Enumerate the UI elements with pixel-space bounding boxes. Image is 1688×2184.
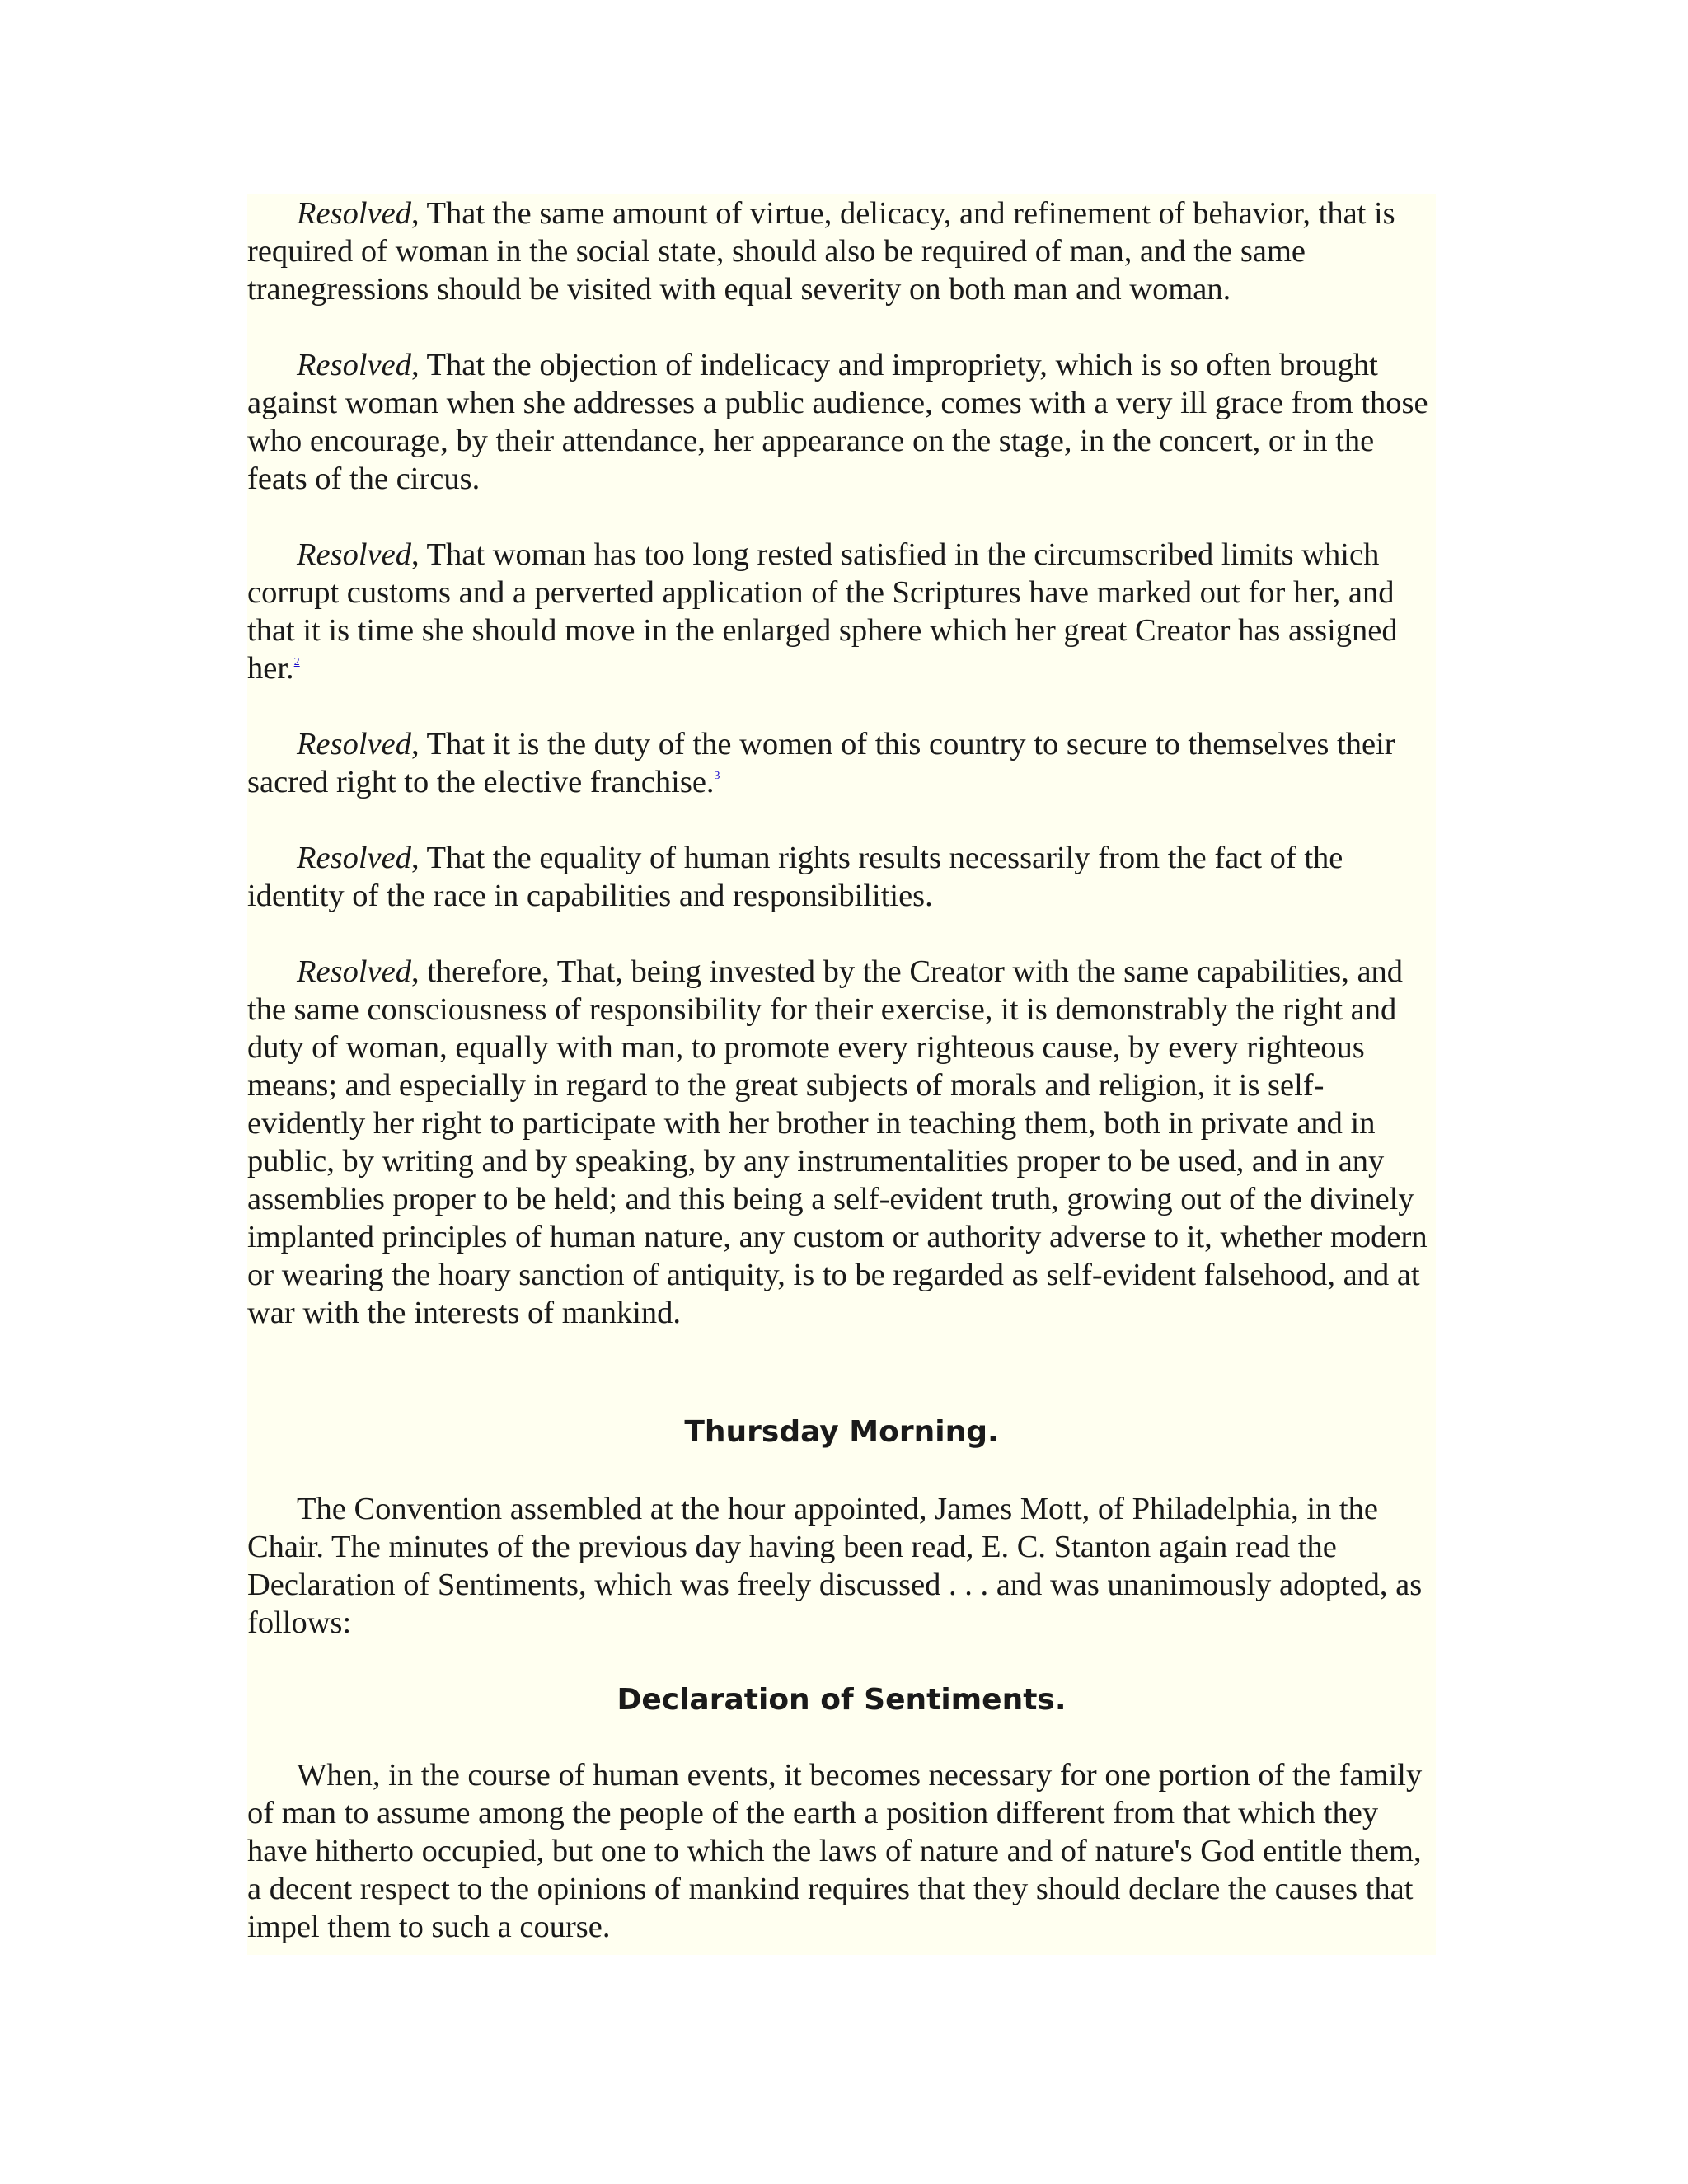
resolved-label: Resolved — [297, 348, 411, 382]
resolution-text: , That woman has too long rested satisfied in the circumscribed limits which corrupt customs and a perverted application of the Scriptures have marked out for her, and that it is time she should move in the enlarged sphere which her great Creator has assigned her. — [247, 537, 1398, 686]
resolution-text: , That the objection of indelicacy and impropriety, which is so often brought against woman when she addresses a public audience, comes with a very ill grace from those who encourage, by their attendance, her appearance on the stage, in the concert, or in the feats of the circus. — [247, 348, 1428, 496]
convention-paragraph: The Convention assembled at the hour appointed, James Mott, of Philadelphia, in the Chair. The minutes of the previous day having been read, E. C. Stanton again read the Declaration of Sentiments, which was freely discussed . . . and was unanimously adopted, as follows: — [247, 1492, 1423, 1640]
resolution-paragraph — [247, 536, 1436, 687]
resolution-paragraph — [247, 194, 1436, 308]
resolution-text: , therefore, That, being invested by the Creator with the same capabilities, and the same consciousness of responsibility for their exercise, it is demonstrably the right and duty of woman, equally with man, to promote every righteous cause, by every righteous means; and especially in regard to the great subjects of morals and religion, it is self-evidently her right to participate with her brother in teaching them, both in private and in public, by writing and by speaking, by any instrumentalities proper to be used, and in any assemblies proper to be held; and this being a self-evident truth, growing out of the divinely implanted principles of human nature, any custom or authority adverse to it, whether modern or wearing the hoary sanction of antiquity, is to be regarded as self-evident falsehood, and at war with the interests of mankind. — [247, 954, 1428, 1330]
declaration-paragraph: When, in the course of human events, it becomes necessary for one portion of the family of man to assume among the people of the earth a position different from that which they have hitherto occupied, but one to which the laws of nature and of nature's God entitle them, a decent respect to the opinions of mankind requires that they should declare the causes that impel them to such a course. — [247, 1758, 1423, 1944]
section-heading-declaration: Declaration of Sentiments. — [617, 1683, 1067, 1717]
resolved-label: Resolved — [297, 954, 411, 989]
resolution-paragraph — [247, 346, 1436, 498]
resolution-text: , That the same amount of virtue, delicacy, and refinement of behavior, that is required of woman in the social state, should also be required of man, and the same tranegressions should be visited with equal severity on both man and woman. — [247, 196, 1395, 307]
resolved-label: Resolved — [297, 727, 411, 762]
resolved-label: Resolved — [297, 537, 411, 572]
resolution-paragraph — [247, 953, 1436, 1332]
resolved-label: Resolved — [297, 196, 411, 231]
section-heading-thursday-morning: Thursday Morning. — [684, 1415, 999, 1449]
resolution-paragraph — [247, 839, 1436, 915]
resolution-text: , That it is the duty of the women of this country to secure to themselves their sacred right to the elective franchise. — [247, 727, 1395, 799]
resolution-text: , That the equality of human rights results necessarily from the fact of the identity of the race in capabilities and responsibilities. — [247, 841, 1343, 913]
document-body — [247, 194, 1436, 1955]
resolved-label: Resolved — [297, 841, 411, 875]
resolution-paragraph — [247, 725, 1436, 801]
footnote-link[interactable]: 2 — [293, 656, 300, 668]
footnote-link[interactable]: 3 — [714, 770, 720, 782]
